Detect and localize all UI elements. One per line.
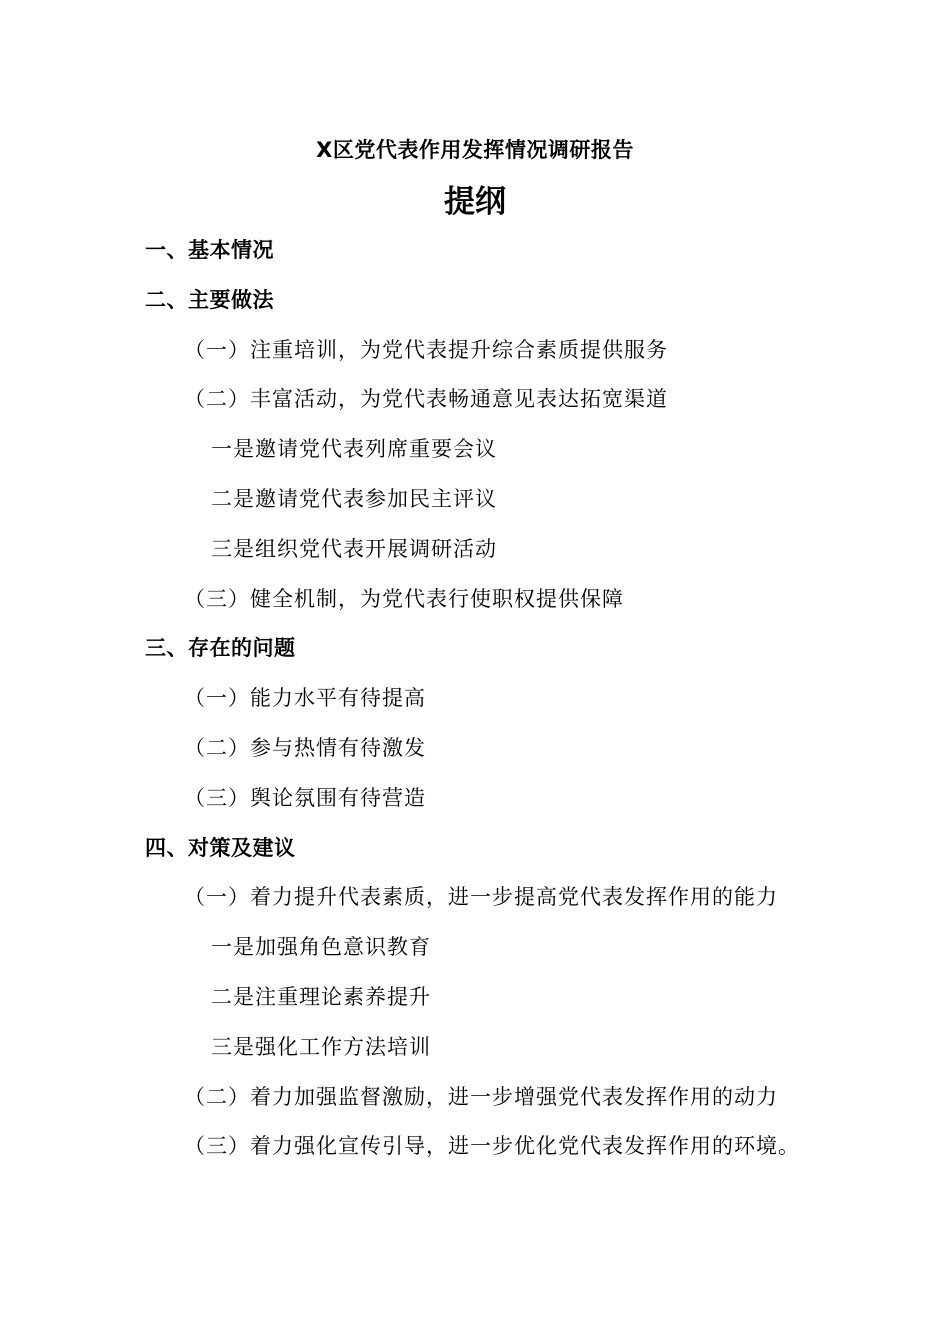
subsection-item: （二）参与热情有待激发 (184, 735, 426, 760)
document-subtitle: 提纲 (444, 184, 506, 220)
point-item: 三是强化工作方法培训 (211, 1034, 431, 1059)
subsection-item: （一）注重培训，为党代表提升综合素质提供服务 (184, 337, 668, 362)
subsection-item: （三）健全机制，为党代表行使职权提供保障 (184, 586, 624, 611)
outline (0, 232, 950, 1178)
subsection-item: （三）舆论氛围有待营造 (184, 785, 426, 810)
section-heading: 四、对策及建议 (145, 835, 296, 860)
subsection-item: （二）着力加强监督激励，进一步增强党代表发挥作用的动力 (184, 1084, 778, 1109)
subsection-item: （二）丰富活动，为党代表畅通意见表达拓宽渠道 (184, 387, 668, 412)
subsection-item: （三）着力强化宣传引导，进一步优化党代表发挥作用的环境。 (184, 1134, 800, 1159)
section-heading: 一、基本情况 (145, 238, 274, 262)
point-item: 二是注重理论素养提升 (211, 984, 431, 1009)
section-heading: 二、主要做法 (145, 287, 274, 312)
document-title: X区党代表作用发挥情况调研报告 (316, 138, 634, 162)
point-item: 一是邀请党代表列席重要会议 (211, 437, 497, 462)
point-item: 一是加强角色意识教育 (211, 935, 431, 960)
point-item: 二是邀请党代表参加民主评议 (211, 486, 497, 511)
subsection-item: （一）能力水平有待提高 (184, 686, 426, 711)
subsection-item: （一）着力提升代表素质，进一步提高党代表发挥作用的能力 (184, 885, 778, 910)
section-heading: 三、存在的问题 (145, 636, 296, 661)
point-item: 三是组织党代表开展调研活动 (211, 536, 497, 561)
